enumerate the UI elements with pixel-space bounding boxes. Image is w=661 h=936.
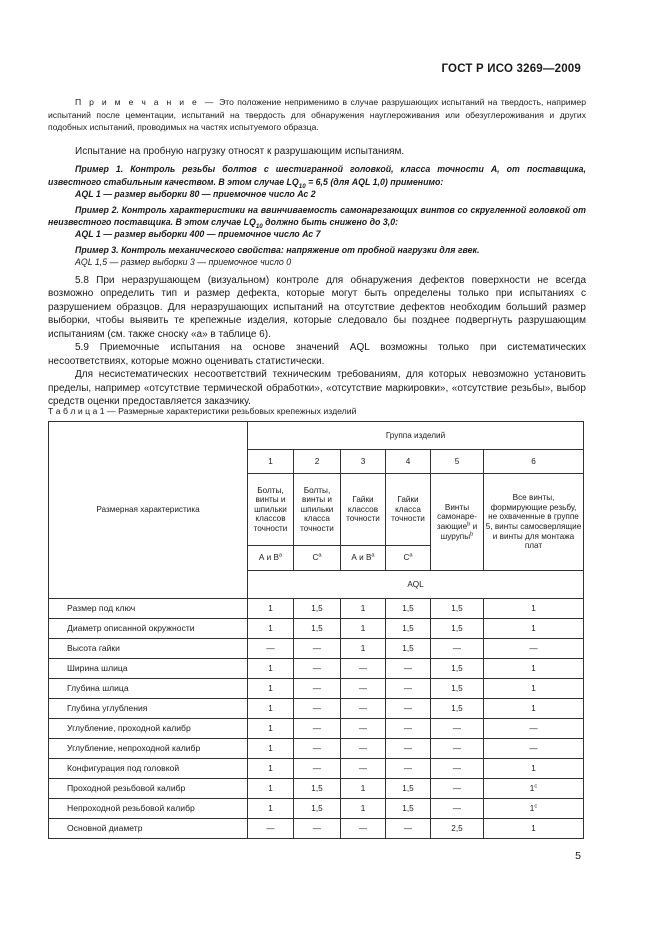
table-cell: 1 (248, 739, 294, 759)
table-cell: 1,5 (386, 639, 431, 659)
table-row (49, 639, 584, 659)
table-rowhead: Размерная характеристика (49, 422, 248, 599)
row-label: Непроходной резьбовой калибр (49, 799, 248, 819)
table-cell: 1 (341, 639, 386, 659)
example-1: Пример 1. Контроль резьбы болтов с шестигранной головкой, класса точности А, от поставщика, известного стабильным качеством. В этом случае $LQ_{10} = 6,5$ (для AQL 1,0) применимо: (48, 164, 586, 190)
dimension-table (48, 421, 584, 839)
table-cell: — (341, 739, 386, 759)
table-cell: 1 (248, 699, 294, 719)
table-cell: — (341, 819, 386, 839)
table-cell: 1 (341, 799, 386, 819)
table-cell: — (341, 659, 386, 679)
table-cell: — (484, 719, 584, 739)
table-row (49, 719, 584, 739)
example-2: Пример 2. Контроль характеристики на ввинчиваемость самонарезающих винтов со скругленной головкой от неизвестного поставщика. В этом случае $LQ_{10}$ должно быть снижено до 3,0: (48, 204, 586, 230)
table-cell: 1,5 (431, 599, 484, 619)
table-cell: 1,5 (386, 799, 431, 819)
table-cell: 1,5 (386, 599, 431, 619)
table-cell: 1 (248, 799, 294, 819)
table-cell: 1,5 (294, 599, 341, 619)
group-num: 6 (484, 450, 584, 474)
table-cell: 1,5 (431, 659, 484, 679)
group-num: 3 (341, 450, 386, 474)
table-cell: — (431, 639, 484, 659)
table-cell: 1 (341, 619, 386, 639)
table-cell: 1,5 (431, 679, 484, 699)
aql-header: AQL (248, 571, 584, 599)
table-cell: 1 (248, 599, 294, 619)
table-row (49, 739, 584, 759)
table-cell: — (386, 739, 431, 759)
table-cell: 1 (484, 699, 584, 719)
group-desc: Гайки классов точности (341, 474, 386, 546)
table-cell: 1,5 (294, 779, 341, 799)
paragraph-5-9: 5.9 Приемочные испытания на основе значений AQL возможны только при систематических несоответствиях, которые можно оценивать статистически. (48, 342, 586, 367)
table-cell: — (294, 679, 341, 699)
row-label: Высота гайки (49, 639, 248, 659)
example-2-line2: AQL 1 — размер выборки 400 — приемочное число Ас 7 (75, 229, 321, 240)
group-num: 2 (294, 450, 341, 474)
table-cell: — (294, 759, 341, 779)
table-cell: 1 (248, 779, 294, 799)
row-label: Углубление, непроходной калибр (49, 739, 248, 759)
note-label: П р и м е ч а н и е — (75, 97, 216, 107)
table-cell: 1 (248, 719, 294, 739)
table-cell: — (431, 799, 484, 819)
table-cell: — (484, 639, 584, 659)
table-cell: 1 (484, 659, 584, 679)
document-header: ГОСТ Р ИСО 3269—2009 (441, 63, 581, 75)
paragraph-5-8: 5.8 При неразрушающем (визуальном) контроле для обнаружения дефектов поверхности не всегда возможно определить тип и размер дефекта, которые могут быть определены только при испытаниях с разрушением образцов. Для неразрушающих испытаний на отсутствие дефектов необходим больший размер выборки, чтобы выявить те крепежные изделия, которые следовало бы позднее подвергнуть разрушающим испытаниям (см. также сноску «а» в таблице 6). (48, 274, 586, 340)
table-row (49, 779, 584, 799)
table-cell: — (431, 739, 484, 759)
table-cell: — (386, 819, 431, 839)
group-num: 5 (431, 450, 484, 474)
table-cell: — (294, 819, 341, 839)
page-number: 5 (575, 850, 581, 862)
row-label: Основной диаметр (49, 819, 248, 839)
table-cell: 1,5 (386, 779, 431, 799)
table-cell: 1,5 (294, 799, 341, 819)
table-cell: 1 (484, 599, 584, 619)
group-class: $С^a$ (294, 546, 341, 571)
group-class: $С^a$ (386, 546, 431, 571)
note-paragraph (48, 96, 586, 134)
group-desc: Болты, винты и шпильки класса точности (294, 474, 341, 546)
example-3: Пример 3. Контроль механического свойства: напряжение от пробной нагрузки для гвек. (75, 244, 480, 255)
table-cell: — (341, 759, 386, 779)
table-cell: — (431, 759, 484, 779)
table-cell: — (248, 639, 294, 659)
table-cell: — (341, 679, 386, 699)
table-cell: 1 (484, 679, 584, 699)
row-label: Диаметр описанной окружности (49, 619, 248, 639)
table-cell: — (294, 739, 341, 759)
table-cell: — (431, 779, 484, 799)
example-3-line2: AQL 1,5 — размер выборки 3 — приемочное число 0 (75, 257, 292, 268)
table-caption: Т а б л и ц а 1 — Размерные характеристики резьбовых крепежных изделий (48, 406, 357, 416)
table-row (49, 659, 584, 679)
table-cell: 2,5 (431, 819, 484, 839)
group-header: Группа изделий (248, 422, 584, 450)
table-cell: — (431, 719, 484, 739)
table-row (49, 759, 584, 779)
table-cell: — (386, 719, 431, 739)
row-label: Углубление, проходной калибр (49, 719, 248, 739)
group-num: 4 (386, 450, 431, 474)
table-row (49, 599, 584, 619)
group-desc: Гайки класса точности (386, 474, 431, 546)
table-cell: 1,5 (294, 619, 341, 639)
table-row (49, 619, 584, 639)
table-cell: 1 (248, 659, 294, 679)
table-cell: 1 (484, 759, 584, 779)
group-desc: Болты, винты и шпильки классов точности (248, 474, 294, 546)
table-cell: 1 (341, 779, 386, 799)
group-desc: Все винты, формирующие резьбу, не охваченные в группе 5, винты самосверлящие и винты для монтажа плат (484, 474, 584, 571)
table-cell: — (248, 819, 294, 839)
table-cell: — (341, 719, 386, 739)
table-cell: 1$^c$ (484, 799, 584, 819)
table-row (49, 699, 584, 719)
paragraph-nonsystematic: Для несистематических несоответствий техническим требованиям, для которых невозможно установить пределы, например «отсутствие термической обработки», «отсутствие маркировки», «отсутствие резьбы», выбор средств оценки предоставляется заказчику. (48, 369, 586, 408)
table-cell: 1,5 (431, 619, 484, 639)
group-num: 1 (248, 450, 294, 474)
table-cell: — (484, 739, 584, 759)
table-cell: — (294, 699, 341, 719)
table-cell: — (294, 719, 341, 739)
group-desc: Винты самонаре-зающие$^b$ и шурупы$^b$ (431, 474, 484, 571)
table-cell: 1 (484, 819, 584, 839)
table-cell: 1 (341, 599, 386, 619)
table-cell: — (386, 699, 431, 719)
table-cell: — (341, 699, 386, 719)
table-cell: — (386, 679, 431, 699)
example-1-line2: AQL 1 — размер выборки 80 — приемочное число Ас 2 (75, 189, 316, 200)
group-class: А и $В^a$ (248, 546, 294, 571)
table-cell: 1,5 (431, 699, 484, 719)
table-cell: — (386, 759, 431, 779)
table-cell: — (294, 639, 341, 659)
row-label: Проходной резьбовой калибр (49, 779, 248, 799)
table-cell: 1 (484, 619, 584, 639)
row-label: Глубина шлица (49, 679, 248, 699)
row-label: Глубина углубления (49, 699, 248, 719)
group-class: А и $В^a$ (341, 546, 386, 571)
row-label: Ширина шлица (49, 659, 248, 679)
text-body (48, 96, 586, 409)
table-cell: — (386, 659, 431, 679)
paragraph-proof-load: Испытание на пробную нагрузку относят к разрушающим испытаниям. (75, 145, 405, 157)
table-cell: 1 (248, 759, 294, 779)
table-cell: 1 (248, 619, 294, 639)
note-text: Это положение неприменимо в случае разрушающих испытаний на твердость, например испытаний после цементации, испытаний на твердость для обнаружения науглероживания или обезуглероживания и других подобных испытаний, проводимых на частях испытуемого образца. (48, 97, 586, 133)
table-row (49, 799, 584, 819)
table-row (49, 819, 584, 839)
table-cell: 1 (248, 679, 294, 699)
row-label: Конфигурация под головкой (49, 759, 248, 779)
table-row (49, 679, 584, 699)
table-cell: 1,5 (386, 619, 431, 639)
table-cell: — (294, 659, 341, 679)
table-cell: 1$^c$ (484, 779, 584, 799)
row-label: Размер под ключ (49, 599, 248, 619)
